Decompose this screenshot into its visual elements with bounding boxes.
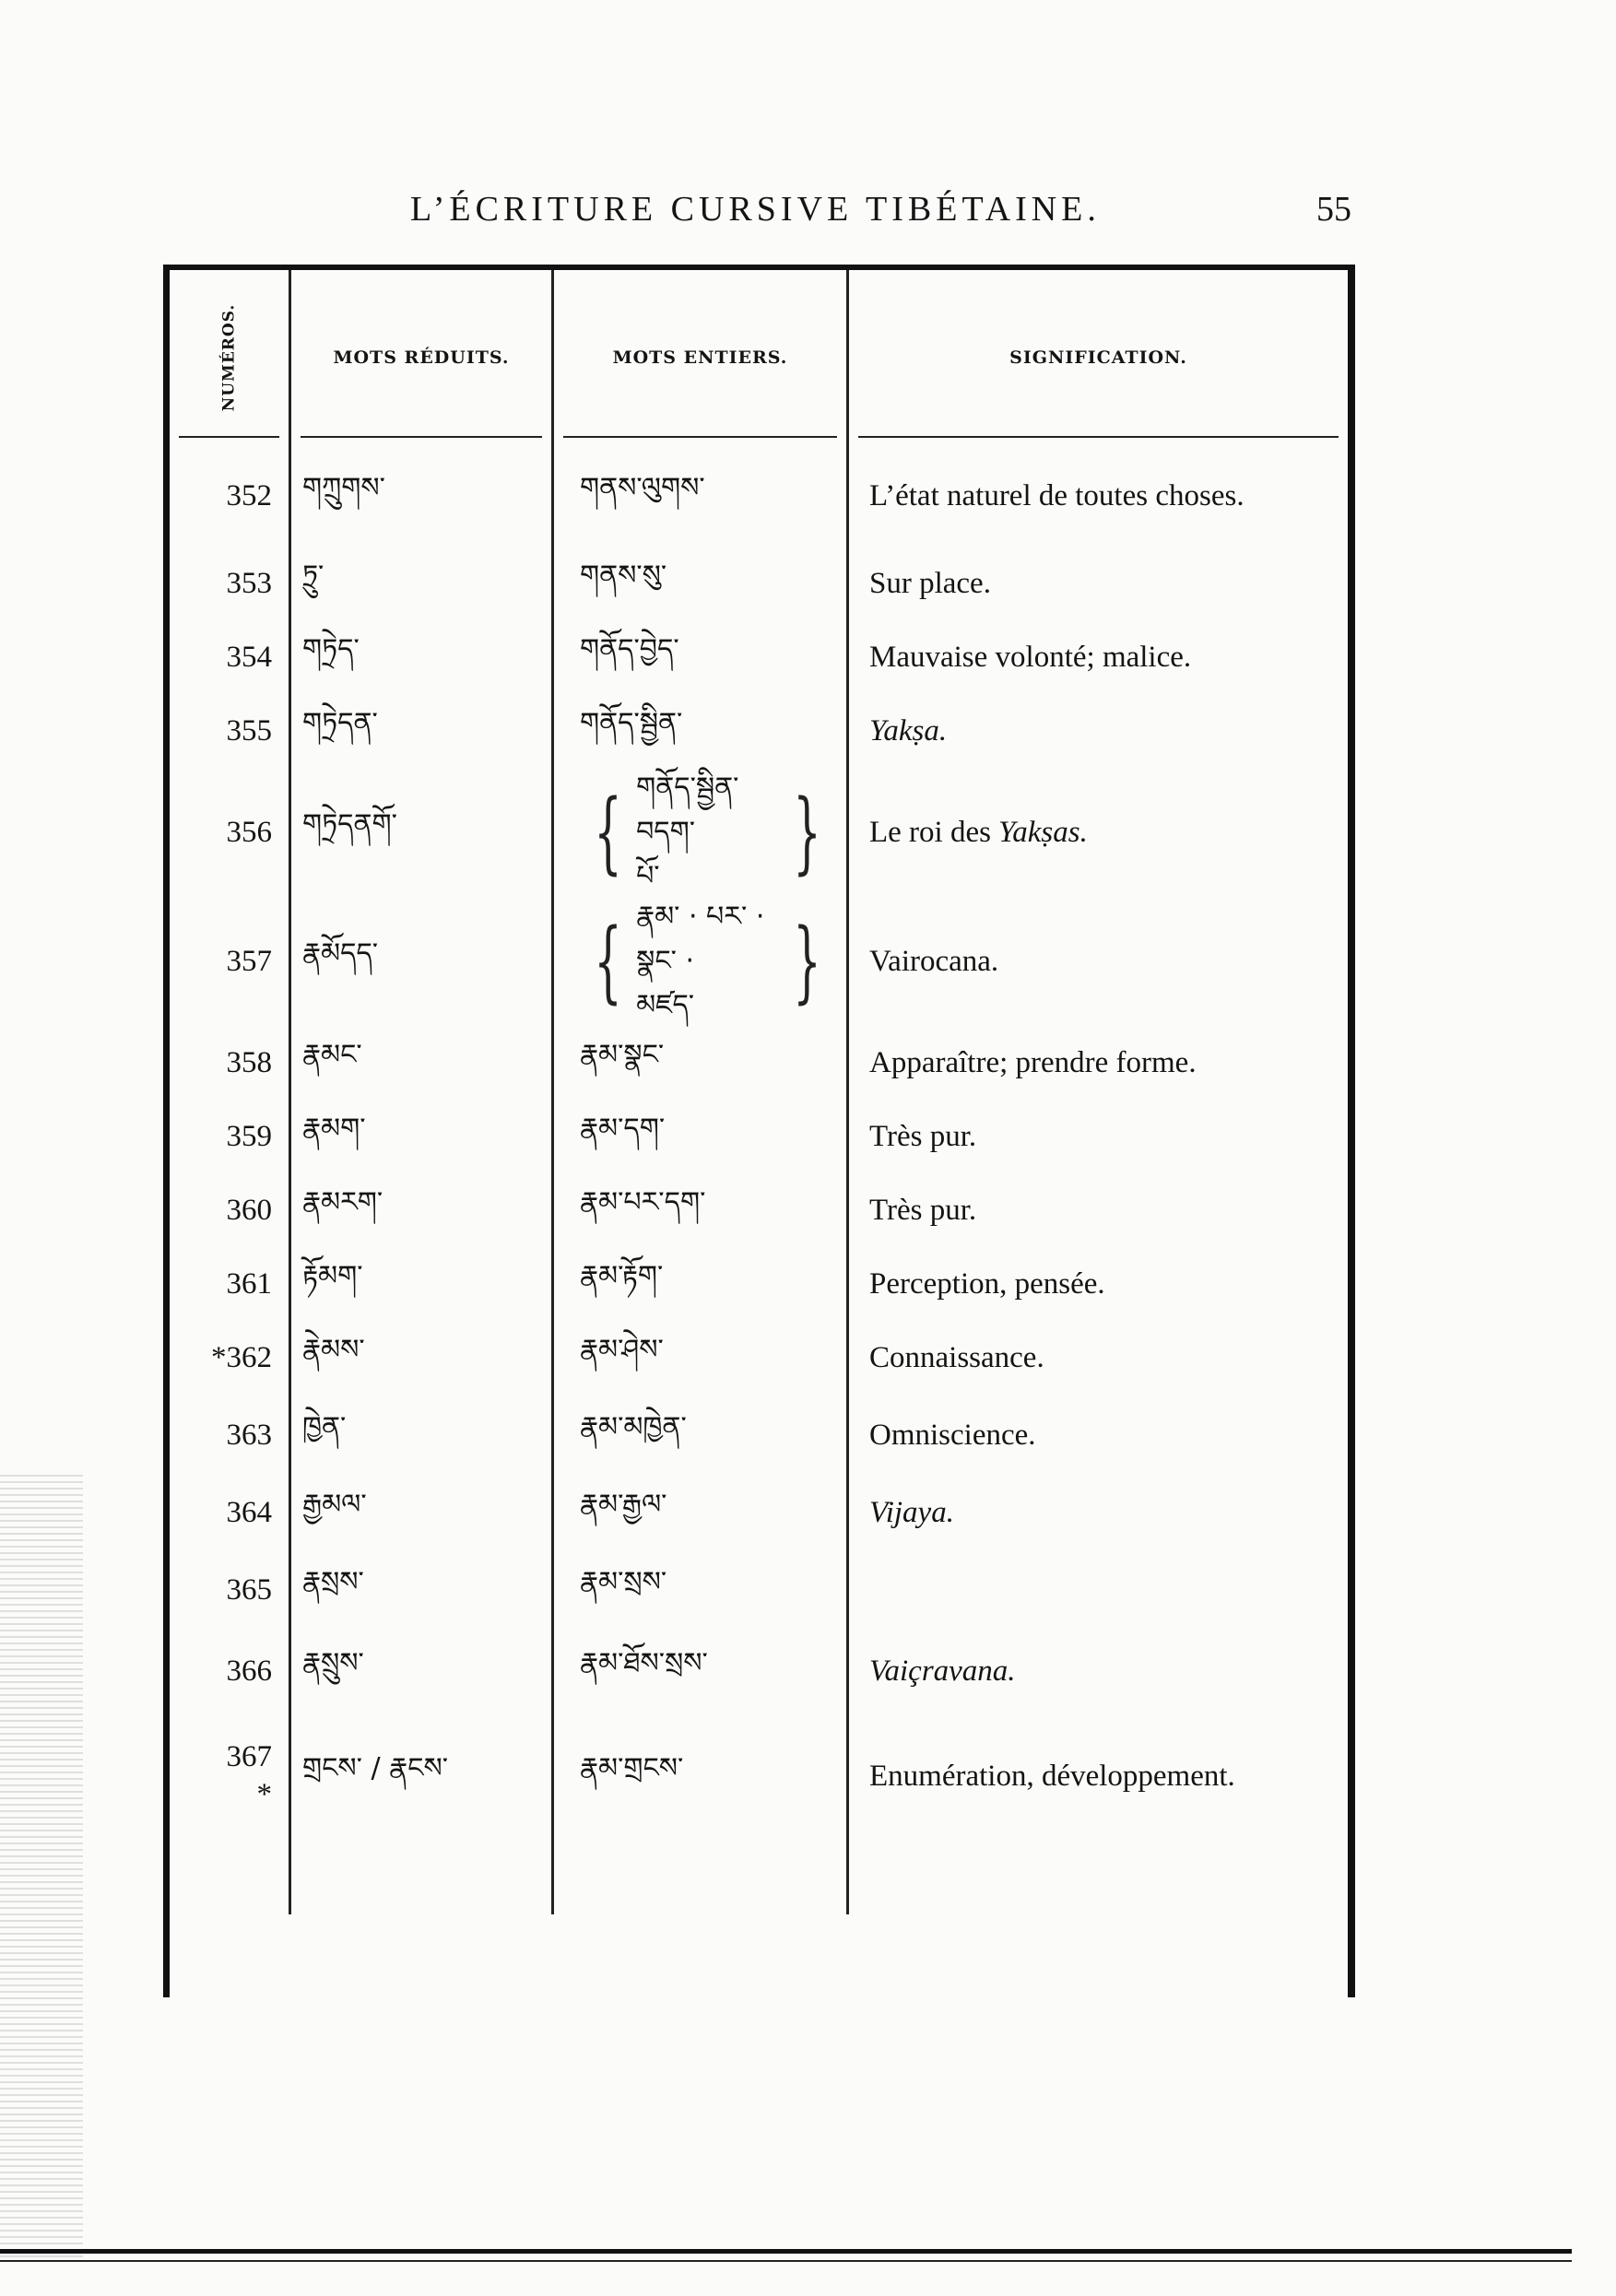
mot-entier	[554, 1631, 849, 1712]
row-number-value: 365	[226, 1572, 272, 1607]
row-number	[170, 768, 291, 897]
table-tail-cell	[849, 1841, 1348, 1914]
bottom-rule-thin	[0, 2260, 1572, 2262]
signification	[849, 620, 1348, 694]
row-number-value: 356	[226, 815, 272, 849]
mot-entier	[554, 1173, 849, 1247]
signification-text: Vijaya.	[869, 1495, 954, 1529]
table-tail-cell	[554, 1841, 849, 1914]
signification-text: Vaiçravana.	[869, 1654, 1016, 1688]
row-number-value: 361	[226, 1266, 272, 1301]
page-number: 55	[1316, 190, 1351, 229]
right-brace: }	[793, 781, 821, 884]
mot-entier-line: མཛད་	[636, 989, 695, 1021]
mot-entier	[554, 1247, 849, 1321]
mot-reduit: རྣམོདད་	[291, 897, 554, 1026]
row-number-value: 358	[226, 1045, 272, 1079]
mot-reduit: གཏྲེདན་	[291, 694, 554, 768]
row-number-mark: *	[256, 1778, 272, 1811]
page-header	[0, 189, 1616, 244]
signification	[849, 1321, 1348, 1395]
signification-text: Mauvaise volonté; malice.	[869, 640, 1192, 674]
row-number-value: 354	[226, 640, 272, 674]
signification	[849, 694, 1348, 768]
row-number-value: 367	[226, 1739, 272, 1773]
signification-text: L’état naturel de toutes choses.	[869, 478, 1244, 512]
row-number	[170, 1026, 291, 1100]
row-number	[170, 1100, 291, 1173]
table-tail-cell	[170, 1841, 291, 1914]
mot-entier-line: རྣམ་རྟོག་	[580, 1260, 664, 1292]
signification	[849, 768, 1348, 897]
mot-reduit: གཀྲུགས་	[291, 445, 554, 547]
mot-entier	[554, 694, 849, 768]
mot-reduit: རྟོམག་	[291, 1247, 554, 1321]
mot-entier	[554, 1476, 849, 1549]
mot-entier-line: གནོད་བྱེད་	[580, 633, 679, 665]
running-title: L’ÉCRITURE CURSIVE TIBÉTAINE.	[410, 190, 1101, 229]
right-brace: }	[793, 910, 821, 1013]
mot-entier	[554, 1549, 849, 1631]
row-number-value: 363	[226, 1418, 272, 1452]
mot-entier	[554, 897, 849, 1026]
signification-text: Connaissance.	[869, 1340, 1044, 1374]
row-number	[170, 547, 291, 620]
signification	[849, 1549, 1348, 1631]
signification	[849, 1100, 1348, 1173]
signification	[849, 1173, 1348, 1247]
row-number	[170, 897, 291, 1026]
mot-entier	[554, 1100, 849, 1173]
mot-reduit: ཏྲུ་	[291, 547, 554, 620]
mot-reduit: གཏྲེད་	[291, 620, 554, 694]
mot-entier-line: རྣམ་མཁྱེན་	[580, 1411, 687, 1443]
row-number	[170, 1549, 291, 1631]
signification	[849, 445, 1348, 547]
row-number	[170, 1173, 291, 1247]
mot-entier	[554, 547, 849, 620]
page-edge-shadow	[0, 1475, 83, 2258]
mot-entier-line: རྣམ་སྣང་	[580, 1039, 665, 1071]
mot-entier-line: རྣམ་ཐོས་སྲས་	[580, 1647, 708, 1679]
mot-entier-line: གནས་སུ་	[580, 559, 667, 592]
column-header-mots-entiers: MOTS ENTIERS.	[554, 270, 849, 445]
column-header-mots-reduits: MOTS RÉDUITS.	[291, 270, 554, 445]
lexicon-table	[170, 270, 1348, 1914]
mot-entier-line: པོ་	[636, 860, 660, 892]
signification	[849, 1395, 1348, 1476]
mot-entier	[554, 445, 849, 547]
signification	[849, 1631, 1348, 1712]
row-number-value: 366	[226, 1654, 272, 1688]
row-number-value: 360	[226, 1193, 272, 1227]
row-number	[170, 1476, 291, 1549]
brace-group	[580, 895, 835, 1028]
mot-reduit: རྣེམས་	[291, 1321, 554, 1395]
mot-reduit: ཁྱེན་	[291, 1395, 554, 1476]
mot-reduit: གཏྲེདནགོ་	[291, 768, 554, 897]
mot-entier	[554, 1026, 849, 1100]
mot-reduit: རྣམག་	[291, 1100, 554, 1173]
signification	[849, 1476, 1348, 1549]
mot-reduit: རྣམརག་	[291, 1173, 554, 1247]
mot-entier	[554, 1395, 849, 1476]
signification-text: Apparaître; prendre forme.	[869, 1045, 1197, 1079]
row-number-value: 355	[226, 713, 272, 748]
row-number	[170, 1712, 291, 1841]
left-brace: {	[594, 910, 622, 1013]
mot-entier	[554, 1321, 849, 1395]
brace-group	[580, 766, 835, 899]
signification	[849, 1712, 1348, 1841]
mot-entier-line: རྣམ་རྒྱལ་	[580, 1489, 667, 1521]
signification-text: Perception, pensée.	[869, 1266, 1105, 1301]
row-number-value: 353	[226, 566, 272, 600]
mot-entier-line: རྣམ་ཤེས་	[580, 1334, 664, 1366]
signification-text: Omniscience.	[869, 1418, 1036, 1452]
mot-entier	[554, 620, 849, 694]
signification-text: Très pur.	[869, 1193, 977, 1227]
mot-entier-line: རྣམ་དག་	[580, 1113, 666, 1145]
row-number-value: *362	[211, 1340, 272, 1374]
signification-text: Yakṣa.	[869, 713, 948, 748]
mot-reduit: རྣསྲས་	[291, 1549, 554, 1631]
signification-text: Enumération, développement.	[869, 1759, 1235, 1793]
signification-text: Sur place.	[869, 566, 991, 600]
signification	[849, 1026, 1348, 1100]
row-number	[170, 694, 291, 768]
mot-entier-line: རྣམ་གྲངས་	[580, 1752, 684, 1784]
bottom-rule	[0, 2249, 1572, 2254]
mot-reduit: རྣསྲུས་	[291, 1631, 554, 1712]
row-number	[170, 445, 291, 547]
row-number-value: 359	[226, 1119, 272, 1153]
signification-text: Vairocana.	[869, 944, 999, 978]
row-number-value: 352	[226, 478, 272, 512]
row-number-value: 364	[226, 1495, 272, 1529]
column-header-numeros: NUMÉROS.	[170, 270, 291, 445]
mot-reduit: རྒྱམལ་	[291, 1476, 554, 1549]
row-number	[170, 1631, 291, 1712]
mot-entier	[554, 768, 849, 897]
signification	[849, 897, 1348, 1026]
row-number	[170, 1247, 291, 1321]
mot-entier-line: གནོད་སྦྱིན་བདག་	[636, 771, 739, 848]
mot-entier-line: རྣམ་ · པར་ · སྣང་ ·	[636, 901, 765, 977]
column-header-signification: SIGNIFICATION.	[849, 270, 1348, 445]
mot-reduit: གྲངས་ / རྣངས་	[291, 1712, 554, 1841]
signification-italic: Yakṣas.	[997, 815, 1088, 849]
mot-entier-line: གནས་ལུགས་	[580, 472, 705, 504]
row-number	[170, 1321, 291, 1395]
mot-entier	[554, 1712, 849, 1841]
mot-entier-line: རྣམ་སྲས་	[580, 1566, 667, 1598]
mot-reduit: རྣམང་	[291, 1026, 554, 1100]
mot-entier-line: གནོད་སྦྱིན་	[580, 707, 683, 739]
mot-entier-lines	[636, 895, 779, 1028]
row-number-value: 357	[226, 944, 272, 978]
left-brace: {	[594, 781, 622, 884]
mot-entier-line: རྣམ་པར་དག་	[580, 1186, 706, 1219]
row-number	[170, 1395, 291, 1476]
table-tail-cell	[291, 1841, 554, 1914]
mot-entier-lines	[636, 766, 779, 899]
row-number	[170, 620, 291, 694]
signification-text: Très pur.	[869, 1119, 977, 1153]
signification	[849, 547, 1348, 620]
signification-text: Le roi des	[869, 815, 991, 849]
signification	[849, 1247, 1348, 1321]
